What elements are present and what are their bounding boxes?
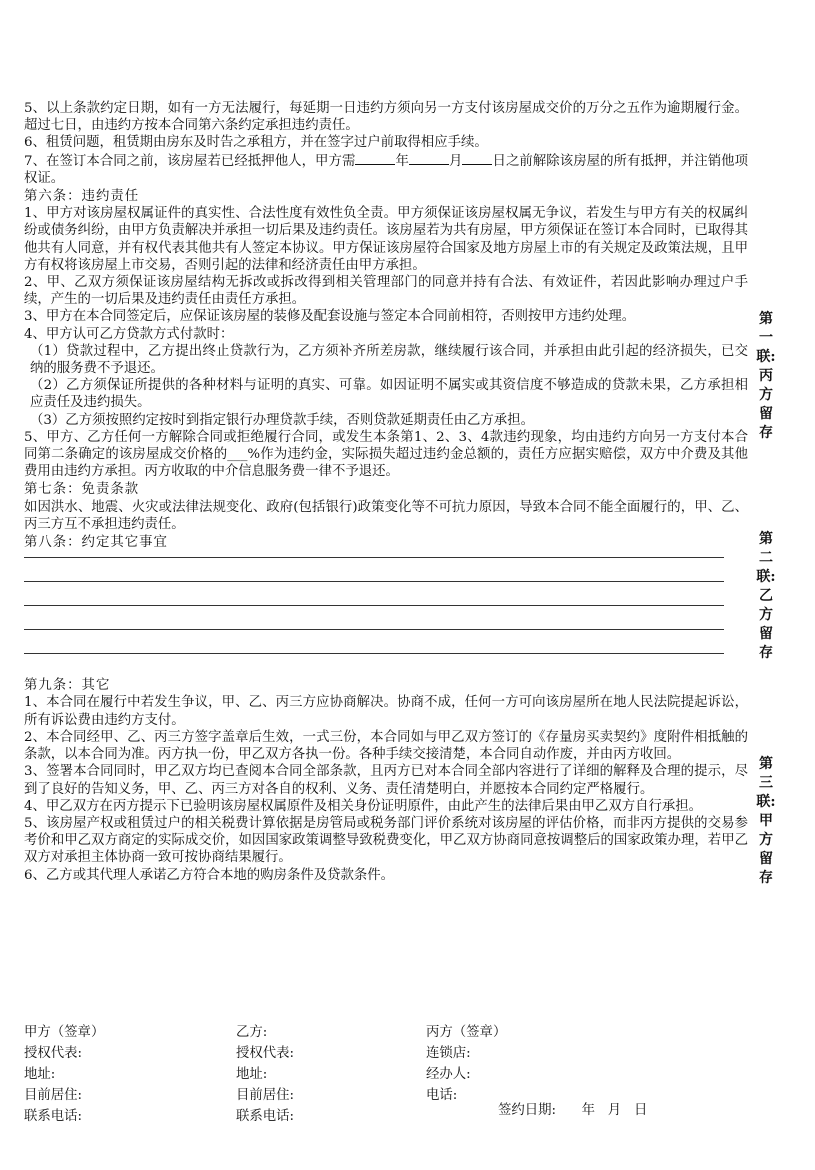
section-6-item-1: 1、甲方对该房屋权属证件的真实性、合法性度有效性负全责。甲方须保证该房屋权属无争议，若发生与甲方有关的权属纠纷或债务纠纷，由甲方负责解决并承担一切后果及违约责任。该房屋若为共有房屋，甲方须保证在签订本合同时，已取得其他共有人同意，并有权代表其他共有人签定本协议。甲方保证该房屋符合国家及地方房屋上市的有关规定及政策法规，且甲方有权将该房屋上市交易，否则引起的法律和经济责任由甲方承担。 <box>24 206 748 273</box>
item-5-suffix: 作为违约金，实际损失超过违约金总额的，责任方应据实赔偿，双方中介费及其他费用由违约方承担。丙方收取的中介信息服务费一律不予退还。 <box>24 447 749 480</box>
copy-holder: 丙方留存 <box>759 368 773 441</box>
section-6-item-3: 3、甲方在本合同签定后，应保证该房屋的装修及配套设施与签定本合同前相符，否则按甲方违约处理。 <box>24 309 636 325</box>
other-matters-lines[interactable] <box>24 557 748 654</box>
clause-7-prefix: 7、在签订本合同之前，该房屋若已经抵押他人，甲方需 <box>24 153 356 169</box>
copy-holder: 甲方留存 <box>759 813 773 886</box>
day-blank[interactable] <box>462 152 492 165</box>
write-line[interactable] <box>24 605 724 606</box>
clause-5-delay: 5、以上条款约定日期，如有一方无法履行，每延期一日违约方须向另一方支付该房屋成交价的万分之五作为逾期履行金。超过七日，由违约方按本合同第六条约定承担违约责任。 <box>24 101 748 134</box>
write-line[interactable] <box>24 557 724 558</box>
section-9-item-1: 1、本合同在履行中若发生争议，甲、乙、丙三方应协商解决。协商不成，任何一方可向该房屋所在地人民法院提起诉讼，所有诉讼费由违约方支付。 <box>24 695 748 728</box>
write-line[interactable] <box>24 629 724 630</box>
section-9-item-2: 2、本合同经甲、乙、丙三方签字盖章后生效，一式三份，本合同如与甲乙双方签订的《存量房买卖契约》度附件相抵触的条款，以本合同为准。丙方执一份，甲乙双方各执一份。各种手续交接清楚，本合同自动作废，并由丙方收回。 <box>24 729 748 763</box>
section-6-item-2: 2、甲、乙双方须保证该房屋结构无拆改或拆改得到相关管理部门的同意并持有合法、有效证件，若因此影响办理过户手续，产生的一切后果及违约责任由责任方承担。 <box>24 275 748 308</box>
copy-label-1 <box>756 310 776 443</box>
penalty-percent-blank[interactable]: ___% <box>227 447 261 463</box>
sign-date-month[interactable]: 月 <box>607 1103 622 1118</box>
party-c-phone[interactable]: 电话: <box>426 1088 458 1103</box>
party-c-agent[interactable]: 经办人: <box>426 1067 471 1082</box>
section-6-item-4-3: （3）乙方须按照约定按时到指定银行办理贷款手续，否则贷款延期责任由乙方承担。 <box>30 412 534 428</box>
item-5-prefix: 5、甲方、乙方任何一方解除合同或拒绝履行合同，或发生本条第1、2、3、4款违约现象，均由违约方向另一方支付本合同第二条确定的该房屋成交价格的 <box>24 429 748 463</box>
section-9-item-6: 6、乙方或其代理人承诺乙方符合本地的购房条件及贷款条件。 <box>24 867 395 883</box>
party-b-phone[interactable]: 联系电话: <box>236 1109 295 1124</box>
section-7-title: 第七条：免责条款 <box>24 482 140 498</box>
sign-date <box>498 1099 647 1118</box>
party-a-residence[interactable]: 目前居住: <box>24 1088 83 1103</box>
write-line[interactable] <box>24 653 724 654</box>
party-a-phone[interactable]: 联系电话: <box>24 1109 83 1124</box>
party-b-address[interactable]: 地址: <box>236 1067 268 1082</box>
clause-7-suffix: 日之前解除该房屋的所有抵押，并注销他项权证。 <box>24 153 749 186</box>
party-a-address[interactable]: 地址: <box>24 1067 56 1082</box>
sign-date-year[interactable]: 年 <box>581 1103 596 1118</box>
month-blank[interactable] <box>409 152 449 165</box>
party-b-title: 乙方: <box>236 1025 268 1040</box>
section-6-item-4: 4、甲方认可乙方贷款方式付款时： <box>24 326 234 342</box>
copy-holder: 乙方留存 <box>759 588 773 661</box>
copy-number: 第一联: <box>756 311 776 365</box>
copy-label-3 <box>756 755 776 888</box>
copy-label-2 <box>756 530 776 663</box>
party-b-rep[interactable]: 授权代表: <box>236 1046 295 1061</box>
party-b-signature <box>236 1022 294 1127</box>
section-8-title: 第八条：约定其它事宜 <box>24 535 168 551</box>
section-6-title: 第六条：违约责任 <box>24 189 140 205</box>
sign-date-label: 签约日期: <box>498 1103 557 1118</box>
party-a-signature <box>24 1022 104 1127</box>
clause-7-year: 年 <box>395 153 409 169</box>
section-7-text: 如因洪水、地震、火灾或法律法规变化、政府(包括银行)政策变化等不可抗力原因，导致本合同不能全面履行的，甲、乙、丙三方互不承担违约责任。 <box>24 499 748 532</box>
party-c-signature <box>426 1022 506 1106</box>
section-6-item-4-2: （2）乙方须保证所提供的各种材料与证明的真实、可靠。如因证明不属实或其资信度不够造成的贷款未果，乙方承担相应责任及违约损失。 <box>30 378 748 411</box>
section-9-item-4: 4、甲乙双方在丙方提示下已验明该房屋权属原件及相关身份证明原件，由此产生的法律后果由甲乙双方自行承担。 <box>24 798 703 814</box>
party-b-residence[interactable]: 目前居住: <box>236 1088 295 1103</box>
copy-number: 第三联: <box>756 756 776 810</box>
party-a-title: 甲方（签章） <box>24 1025 105 1040</box>
section-9-item-3: 3、签署本合同同时，甲乙双方均已查阅本合同全部条款，且丙方已对本合同全部内容进行了详细的解释及合理的提示，尽到了良好的告知义务，甲、乙、丙三方对各自的权利、义务、责任清楚明白，并愿按本合同约定严格履行。 <box>24 764 748 797</box>
clause-7-month: 月 <box>448 153 463 169</box>
clause-6-lease: 6、租赁问题，租赁期由房东及时告之承租方，并在签字过户前取得相应手续。 <box>24 135 488 151</box>
party-a-rep[interactable]: 授权代表: <box>24 1046 83 1061</box>
party-c-store[interactable]: 连锁店: <box>426 1046 471 1061</box>
section-6-item-4-1: （1）贷款过程中，乙方提出终止贷款行为，乙方须补齐所差房款，继续履行该合同，并承担由此引起的经济损失，已交纳的服务费不予退还。 <box>30 343 748 377</box>
party-c-title: 丙方（签章） <box>426 1025 507 1040</box>
copy-number: 第二联: <box>756 531 776 585</box>
write-line[interactable] <box>24 581 724 582</box>
section-9-title: 第九条：其它 <box>24 678 111 694</box>
contract-body <box>24 100 748 884</box>
section-6-item-5 <box>24 429 748 481</box>
section-9-item-5: 5、该房屋产权或租赁过户的相关税费计算依据是房管局或税务部门评价系统对该房屋的评估价格，而非丙方提供的交易参考价和甲乙双方商定的实际成交价，如因国家政策调整导致税费变化，甲乙双方协商同意按调整后的国家政策办理，若甲乙双方对承担主体协商一致可按协商结果履行。 <box>24 815 748 866</box>
clause-7-mortgage <box>24 152 748 187</box>
sign-date-day[interactable]: 日 <box>633 1103 648 1118</box>
year-blank[interactable] <box>355 152 395 165</box>
